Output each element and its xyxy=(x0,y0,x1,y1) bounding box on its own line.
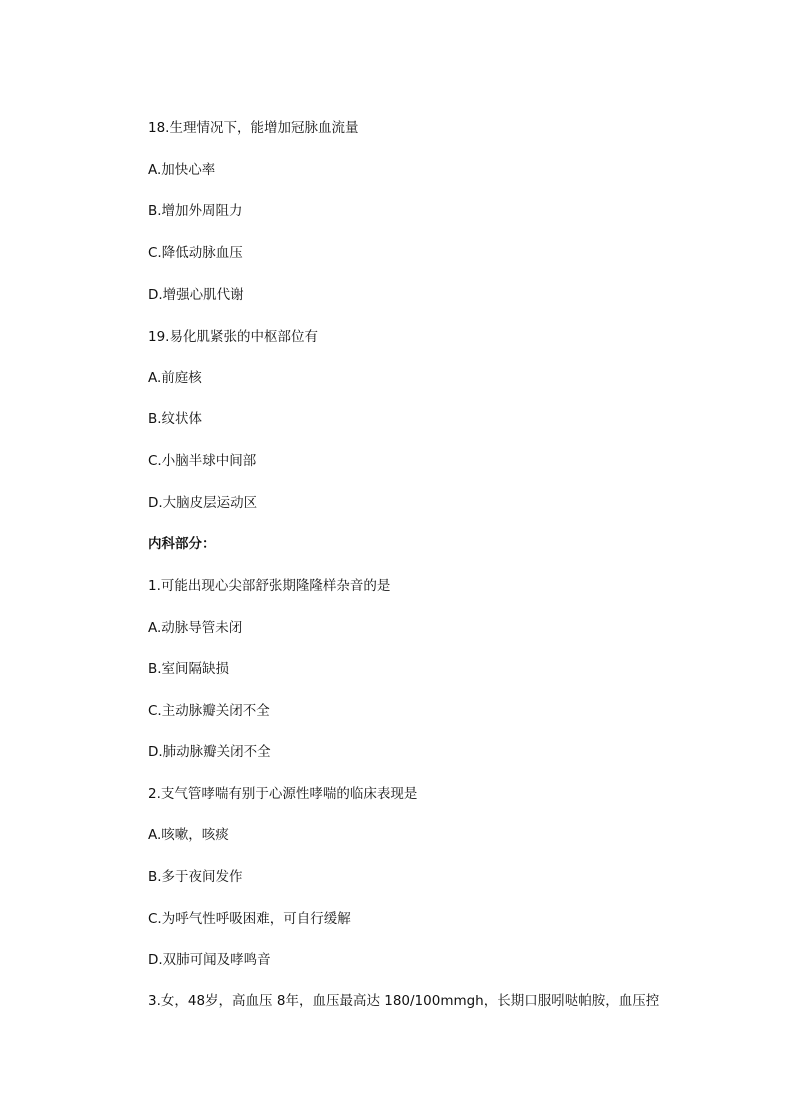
question-2-stem: 2.支气管哮喘有别于心源性哮喘的临床表现是 xyxy=(148,786,418,802)
question-2-option-d: D.双肺可闻及哮鸣音 xyxy=(148,952,271,968)
question-1-option-a: A.动脉导管未闭 xyxy=(148,620,243,636)
question-19-stem: 19.易化肌紧张的中枢部位有 xyxy=(148,329,318,345)
question-1-stem: 1.可能出现心尖部舒张期隆隆样杂音的是 xyxy=(148,578,391,594)
section-heading: 内科部分： xyxy=(148,536,216,552)
question-3-stem: 3.女，48岁，高血压 8年，血压最高达 180/100mmgh，长期口服吲哒帕胺，血压控 xyxy=(148,993,660,1009)
question-19-option-c: C.小脑半球中间部 xyxy=(148,453,257,469)
question-18-stem: 18.生理情况下，能增加冠脉血流量 xyxy=(148,120,359,136)
question-1-option-b: B.室间隔缺损 xyxy=(148,661,230,677)
question-19-option-a: A.前庭核 xyxy=(148,370,202,386)
question-18-option-c: C.降低动脉血压 xyxy=(148,245,243,261)
question-18-option-d: D.增强心肌代谢 xyxy=(148,287,244,303)
question-2-option-c: C.为呼气性呼吸困难，可自行缓解 xyxy=(148,911,351,927)
question-2-option-b: B.多于夜间发作 xyxy=(148,869,243,885)
question-1-option-d: D.肺动脉瓣关闭不全 xyxy=(148,744,271,760)
question-19-option-b: B.纹状体 xyxy=(148,411,203,427)
question-19-option-d: D.大脑皮层运动区 xyxy=(148,495,258,511)
question-2-option-a: A.咳嗽，咳痰 xyxy=(148,827,229,843)
question-18-option-b: B.增加外周阻力 xyxy=(148,203,243,219)
question-18-option-a: A.加快心率 xyxy=(148,162,216,178)
question-1-option-c: C.主动脉瓣关闭不全 xyxy=(148,703,270,719)
